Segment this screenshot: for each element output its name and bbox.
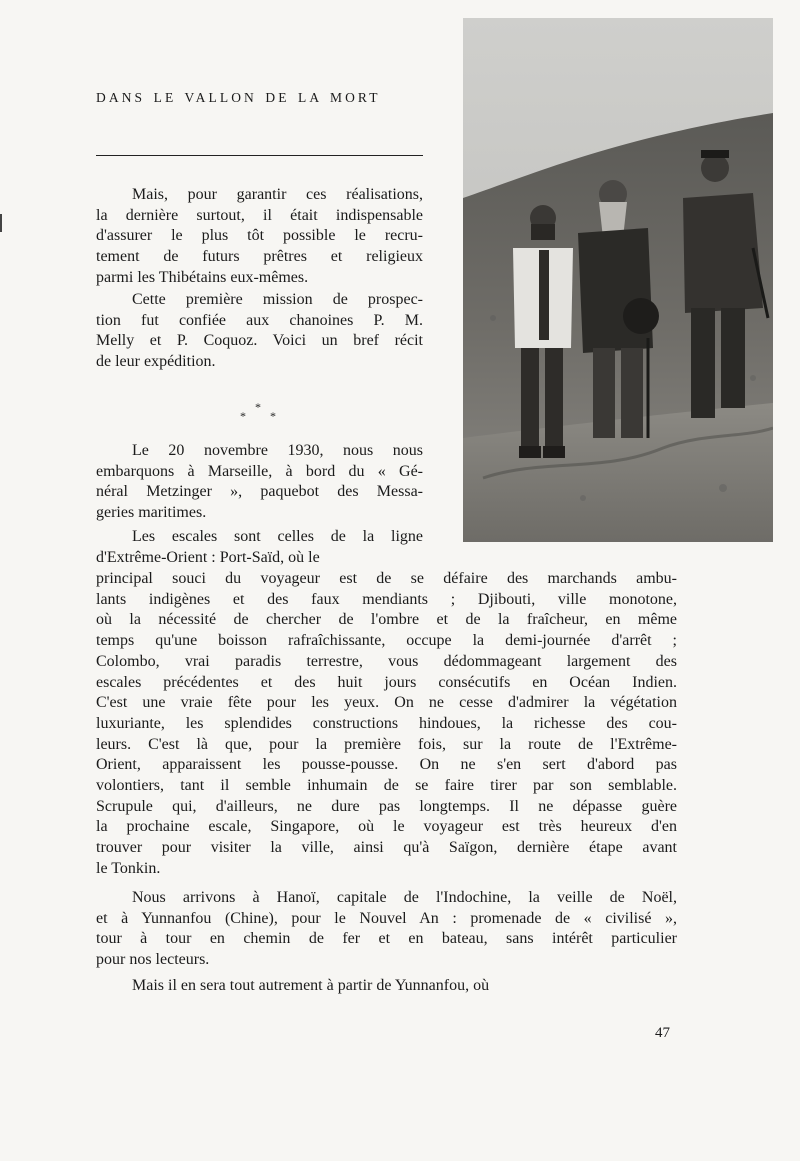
paragraph-1 — [96, 185, 423, 289]
text-line: où la nécessité de chercher de l'ombre et de la fraîcheur, en même — [96, 611, 677, 629]
section-break-asterisks — [236, 400, 284, 424]
text-line: volontiers, tant il semble inhumain de se faire tirer par son semblable. — [96, 777, 677, 795]
page-number: 47 — [655, 1025, 670, 1041]
text-line: Mais, pour garantir ces réalisations, — [132, 186, 423, 203]
paragraph-6 — [96, 976, 677, 997]
text-line: Les escales sont celles de la ligne — [132, 528, 423, 545]
text-line: Melly et P. Coquoz. Voici un bref récit — [96, 332, 423, 350]
text-line: parmi les Thibétains eux-mêmes. — [96, 268, 309, 286]
text-line: Scrupule qui, d'ailleurs, ne dure pas longtemps. Il ne dépasse guère — [96, 797, 677, 815]
paragraph-2 — [96, 290, 423, 373]
text-line: C'est une vraie fête pour les yeux. On ne cesse d'admirer la végétation — [96, 694, 677, 712]
text-line: Colombo, vrai paradis terrestre, vous dédommageant largement des — [96, 652, 677, 670]
text-line: Cette première mission de prospec- — [132, 291, 423, 308]
paragraph-4-start — [96, 527, 423, 568]
text-line: luxuriante, les splendides constructions hindoues, la richesse des cou- — [96, 714, 677, 732]
text-line: le Tonkin. — [96, 859, 161, 877]
paragraph-4-continued — [96, 569, 677, 880]
paragraph-3 — [96, 441, 423, 524]
text-line: néral Metzinger », paquebot des Messa- — [96, 483, 423, 501]
text-line: trouver pour visiter la ville, ainsi qu'à Saïgon, dernière étape avant — [96, 839, 677, 857]
text-line: Mais il en sera tout autrement à partir de Yunnanfou, où — [132, 977, 490, 994]
text-line: pour nos lecteurs. — [96, 951, 210, 969]
asterisk: * — [270, 409, 276, 423]
text-line: Nous arrivons à Hanoï, capitale de l'Indochine, la veille de Noël, — [132, 889, 677, 906]
margin-mark — [0, 214, 2, 232]
text-line: et à Yunnanfou (Chine), pour le Nouvel An : promenade de « civilisé », — [96, 909, 677, 927]
text-line: leurs. C'est là que, pour la première fois, sur la route de l'Extrême- — [96, 735, 677, 753]
text-line: principal souci du voyageur est de se défaire des marchands ambu- — [96, 570, 677, 587]
running-header: DANS LE VALLON DE LA MORT — [96, 90, 381, 105]
paragraph-5 — [96, 888, 677, 971]
asterisk: * — [240, 409, 246, 423]
text-line: la dernière surtout, il était indispensable — [96, 206, 423, 224]
text-line: embarquons à Marseille, à bord du « Gé- — [96, 462, 423, 480]
text-line: Le 20 novembre 1930, nous nous — [132, 442, 423, 459]
text-line: Orient, apparaissent les pousse-pousse. On ne s'en sert d'abord pas — [96, 756, 677, 774]
text-line: d'Extrême-Orient : Port-Saïd, où le — [96, 548, 320, 566]
text-line: lants indigènes et des faux mendiants ; Djibouti, ville monotone, — [96, 590, 677, 608]
photograph-icon — [463, 18, 773, 542]
text-line: escales précédentes et des huit jours consécutifs en Océan Indien. — [96, 673, 677, 691]
text-line: de leur expédition. — [96, 353, 216, 371]
text-line: d'assurer le plus tôt possible le recru- — [96, 227, 423, 245]
text-line: tion fut confiée aux chanoines P. M. — [96, 311, 423, 329]
text-line: geries maritimes. — [96, 504, 207, 522]
text-line: temps qu'une boisson rafraîchissante, occupe la demi-journée d'arrêt ; — [96, 632, 677, 650]
header-rule — [96, 155, 423, 156]
asterisk: * — [255, 400, 261, 414]
text-line: tour à tour en chemin de fer et en bateau, sans intérêt particulier — [96, 930, 677, 948]
photograph-three-men — [463, 18, 773, 542]
text-line: la prochaine escale, Singapore, où le voyageur est très heureux d'en — [96, 818, 677, 836]
text-line: tement de futurs prêtres et religieux — [96, 248, 423, 266]
